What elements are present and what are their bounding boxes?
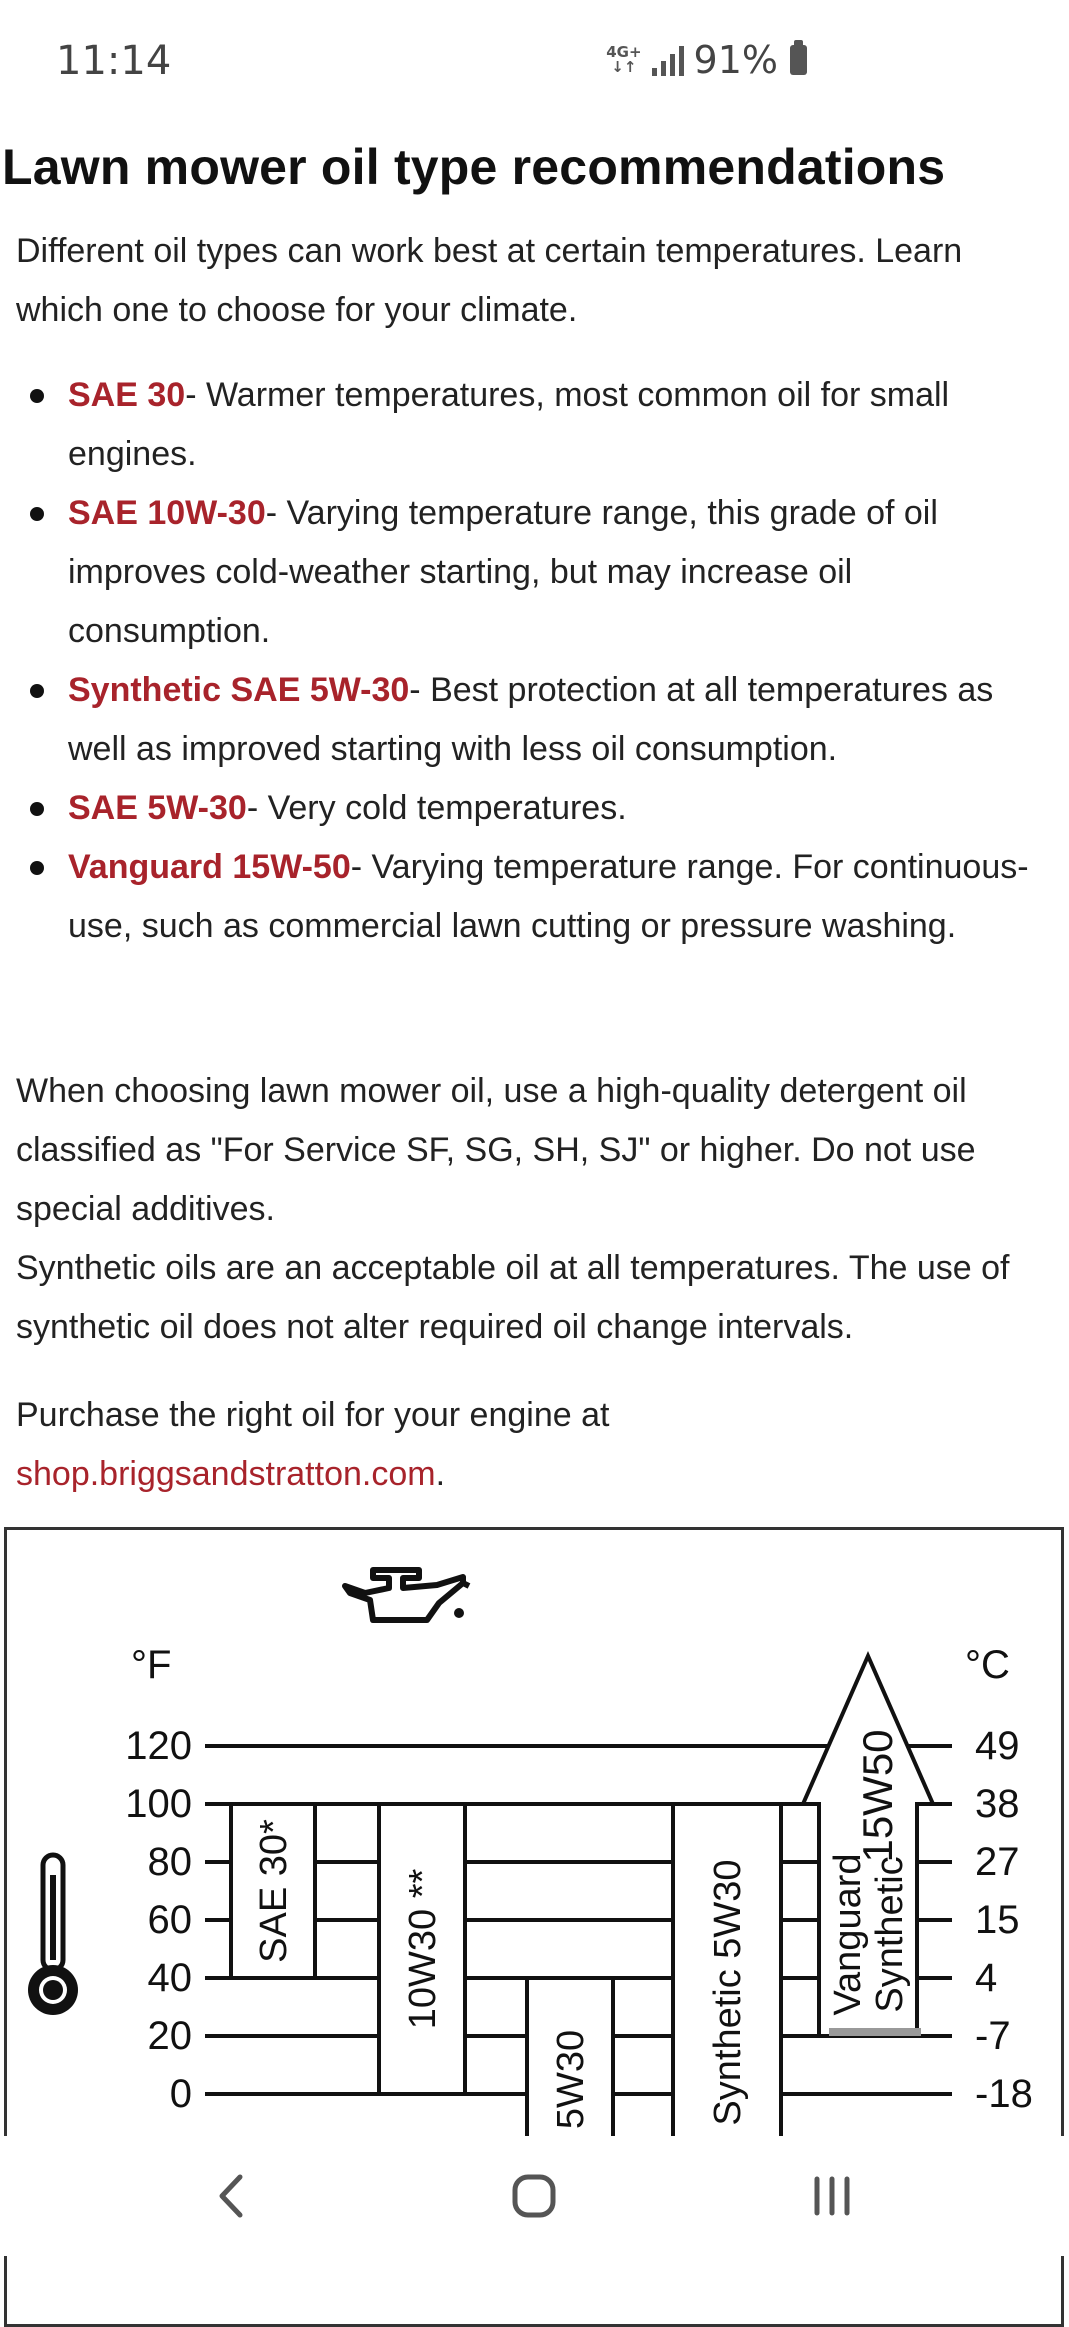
network-label: 4G+ [606, 43, 642, 61]
oil-bar-shadow [829, 2028, 921, 2036]
oil-bar-label: Synthetic [869, 1856, 911, 2013]
oil-bar [803, 1656, 933, 2036]
status-indicators [606, 38, 807, 82]
oil-bar [231, 1804, 315, 1978]
celsius-tick-label: 15 [975, 1898, 1020, 1942]
oil-description: - Best protection at all temperatures as well as improved starting with less oil consumption. [68, 671, 994, 768]
list-item [16, 366, 1056, 484]
purchase-text: Purchase the right oil for your engine at [16, 1396, 610, 1434]
oil-name: SAE 10W-30 [68, 494, 266, 532]
celsius-tick-label: 38 [975, 1782, 1020, 1826]
synthetic-paragraph: Synthetic oils are an acceptable oil at all temperatures. The use of synthetic oil does not alter required oil change intervals. [16, 1249, 1010, 1346]
oil-description: - Varying temperature range, this grade of oil improves cold-weather starting, but may increase oil consumption. [68, 494, 938, 650]
fahrenheit-tick-label: 0 [169, 2072, 192, 2116]
battery-percent: 91% [693, 38, 778, 82]
fahrenheit-tick-label: 100 [125, 1782, 192, 1826]
oil-description: - Warmer temperatures, most common oil for small engines. [68, 376, 950, 473]
home-button[interactable] [474, 2156, 594, 2236]
oil-name: Synthetic SAE 5W-30 [68, 671, 410, 709]
oil-bar [379, 1804, 465, 2094]
recents-icon [807, 2171, 857, 2221]
shop-link[interactable]: shop.briggsandstratton.com [16, 1455, 436, 1493]
network-icon [606, 45, 641, 75]
list-item [16, 661, 1056, 779]
intro-paragraph: Different oil types can work best at certain temperatures. Learn which one to choose for your climate. [16, 232, 963, 329]
data-arrows-icon: ↓↑ [611, 58, 637, 76]
status-bar [0, 0, 1069, 130]
page-title: Lawn mower oil type recommendations [2, 139, 946, 195]
fahrenheit-tick-label: 40 [147, 1956, 192, 2000]
home-icon [509, 2171, 559, 2221]
list-item [16, 838, 1056, 956]
oil-bar-label: SAE 30* [253, 1819, 295, 1963]
fahrenheit-tick-label: 20 [147, 2014, 192, 2058]
celsius-tick-label: 27 [975, 1840, 1020, 1884]
back-button[interactable] [170, 2156, 290, 2236]
signal-icon [652, 44, 684, 76]
celsius-tick-label: 49 [975, 1724, 1020, 1768]
detergent-paragraph: When choosing lawn mower oil, use a high-quality detergent oil classified as "For Service SF, SG, SH, SJ" or higher. Do not use special additives. [16, 1072, 976, 1228]
celsius-tick-label: -7 [975, 2014, 1011, 2058]
status-time: 11:14 [56, 38, 172, 84]
oil-name: Vanguard 15W-50 [68, 848, 351, 886]
oil-description: - Varying temperature range. For continuous-use, such as commercial lawn cutting or pressure washing. [68, 848, 1029, 945]
list-item [16, 484, 1056, 661]
fahrenheit-tick-label: 60 [147, 1898, 192, 1942]
oil-type-list [16, 366, 1056, 956]
navigation-bar [0, 2136, 1069, 2256]
battery-icon [790, 45, 807, 75]
oil-can-icon [345, 1570, 469, 1620]
celsius-unit-label: °C [965, 1643, 1010, 1687]
oil-bar-label: 15W50 [854, 1729, 901, 1863]
oil-bar-label: Synthetic 5W30 [707, 1859, 749, 2126]
oil-bar-label: 10W30 ** [402, 1868, 444, 2030]
celsius-tick-label: 4 [975, 1956, 998, 2000]
thermometer-icon [28, 1855, 78, 2015]
list-item [16, 779, 1056, 838]
back-icon [210, 2171, 250, 2221]
purchase-end: . [435, 1455, 446, 1493]
celsius-tick-label: -18 [975, 2072, 1033, 2116]
fahrenheit-unit-label: °F [131, 1643, 172, 1687]
oil-name: SAE 30 [68, 376, 186, 414]
oil-bar-label: 5W30 [550, 2029, 592, 2130]
purchase-paragraph [16, 1386, 656, 1504]
oil-description: - Very cold temperatures. [246, 789, 627, 827]
oil-name: SAE 5W-30 [68, 789, 247, 827]
fahrenheit-tick-label: 80 [147, 1840, 192, 1884]
recents-button[interactable] [772, 2156, 892, 2236]
fahrenheit-tick-label: 120 [125, 1724, 192, 1768]
oil-bar-label: Vanguard [827, 1853, 869, 2016]
